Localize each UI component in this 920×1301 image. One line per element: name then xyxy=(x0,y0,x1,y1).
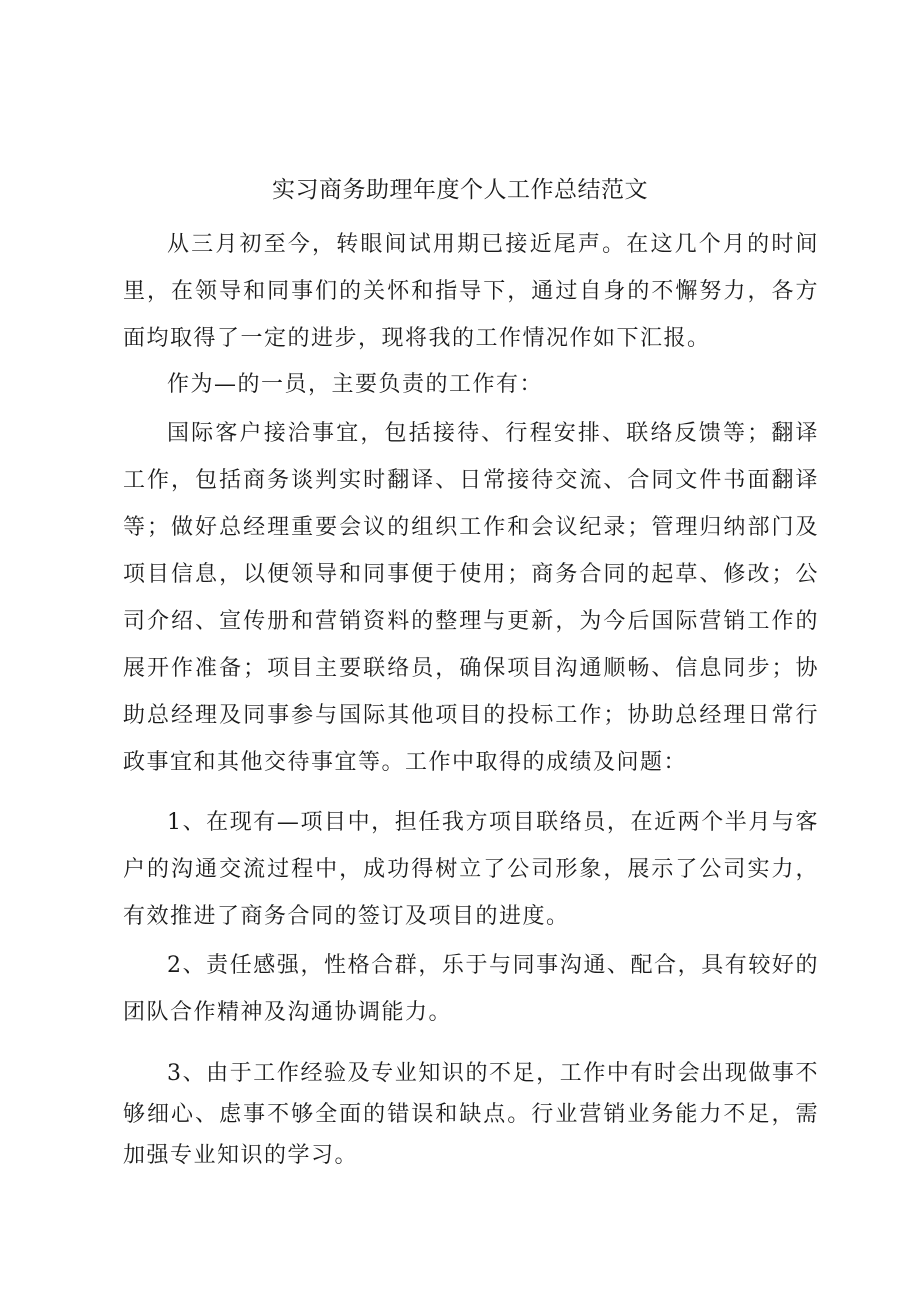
paragraph-intro: 从三月初至今，转眼间试用期已接近尾声。在这几个月的时间里，在领导和同事们的关怀和指导下，通过自身的不懈努力，各方面均取得了一定的进步，现将我的工作情况作如下汇报。 xyxy=(123,232,819,351)
paragraph-responsibilities-list: 国际客户接洽事宜，包括接待、行程安排、联络反馈等；翻译工作，包括商务谈判实时翻译、日常接待交流、合同文件书面翻译等；做好总经理重要会议的组织工作和会议纪录；管理归纳部门及项目信息，以便领导和同事便于使用；商务合同的起草、修改；公司介绍、宣传册和营销资料的整理与更新，为今后国际营销工作的展开作准备；项目主要联络员，确保项目沟通顺畅、信息同步；协助总经理及同事参与国际其他项目的投标工作；协助总经理日常行政事宜和其他交待事宜等。工作中取得的成绩及问题： xyxy=(123,421,819,775)
paragraph-problem-3: 3、由于工作经验及专业知识的不足，工作中有时会出现做事不够细心、虑事不够全面的错误和缺点。行业营销业务能力不足，需加强专业知识的学习。 xyxy=(123,1061,819,1168)
document-title: 实习商务助理年度个人工作总结范文 xyxy=(272,177,648,203)
paragraph-achievement-2: 2、责任感强，性格合群，乐于与同事沟通、配合，具有较好的团队合作精神及沟通协调能力。 xyxy=(123,953,819,1025)
paragraph-responsibilities-heading: 作为—的一员，主要负责的工作有： xyxy=(167,372,544,397)
paragraph-achievement-1: 1、在现有—项目中，担任我方项目联络员，在近两个半月与客户的沟通交流过程中，成功得树立了公司形象，展示了公司实力，有效推进了商务合同的签订及项目的进度。 xyxy=(123,810,819,929)
